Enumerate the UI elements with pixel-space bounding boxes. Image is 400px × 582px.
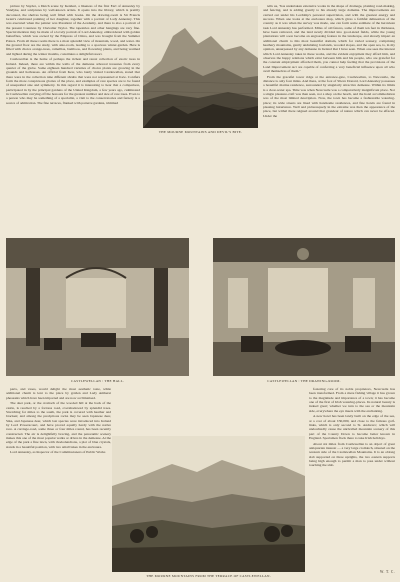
caption-plate-3: CASTLEWELLAN : THE DRAWING-ROOM.: [267, 379, 341, 383]
paragraph: Lord Annesley, as Inspector of the Commissioners of Public Works: [10, 450, 106, 455]
illustration-hall: [6, 238, 189, 376]
paragraph: fostering care of its noble proprietors, Newcastle has been transformed. From a mere fishing village it has grown to the magnitude and importance of a town; it has become one of the first of Irish watering-places. Its natural beauty is indeed great; whether we turn to the sea or the mountain side, everywhere the eye meets with the enchanting.: [309, 387, 395, 413]
text-column-bottom-left: [6, 387, 111, 578]
drawing-room-engraving: [213, 238, 395, 376]
terrace-view-engraving: [112, 436, 305, 572]
mountain-engraving: [143, 6, 258, 128]
author-signature: W. T. C.: [379, 570, 395, 574]
paragraph: From the graceful tower ridge at the entrance-gate, Castlewellan, to Newcastle, the distance is only four miles. And there, at the foot of Slieve Donard, Lord Annesley possesses a beautiful marine residence, surrounded by singularly attractive demesne. Within its limits is a clear-water spa. Time was when Newcastle was a comparatively insignificant place. Not a single pleasure-craft was then seen, not a shop on the beach, and the hotel accommodation was of the most limited description. Now, the town has become a fashionable watering-place; its wide streets are lined with handsome residences, and fine hotels are found in pleasing luxuriance. Well and picturesquely in the extreme was then the appearance of the place, but withal there reigned around that grandeur of nature which can never be effaced. Under the: [263, 74, 395, 118]
text-column-top-left: [6, 4, 140, 234]
paragraph: About six miles from Castlewellan is an object of great antiquarian interest — a very large cromlech, situated on the western side of the Castlewellan Mountains. It is an oblong slab supported on three uprights, the two eastern supports being high enough to permit a man to pass under without touching the slab.: [309, 441, 395, 468]
hall-engraving: [6, 238, 189, 376]
caption-plate-4: THE MOURNE MOUNTAINS FROM THE TERRACE OF CASTLEWELLAN.: [146, 574, 271, 578]
paragraph: parts, and vases, would delight the most aesthetic taste, while additional charm is lent to the place by golden and Lady Amherst pheasants which have been imported and are now acclimatised.: [6, 387, 111, 400]
illustration-drawing-room: [213, 238, 395, 376]
paragraph: The deer park, or the cromach of the wooded hill at the back of the castle, is reached by a fortress road, overshadowed by splendid trees. Stretching for miles to the south, the park is covered with heather and bracken; and among the precipitous rocks may be seen Japanese deer, Sika, and Japanese deer, which last species were introduced into Ireland by Lord Powerscourt, and have proved equally hardy with the native race. A carriage-road, some three or four miles round, has been recently constructed. The air is delightfully bracing, and the panoramic scenery makes this one of the most popular walks or drives in the demesne. At the edge of the park a fine lawn, with rhododendrons, a plot of blue crystals, stands in a beautiful position, with two small lakes in the enclosure.: [6, 401, 111, 449]
paragraph: Castlewellan is the home of perhaps the richest and rarest collection of exotic trees in Ireland. Indeed, there are within the walls of the demesne arboreal treasures from every quarter of the globe. Some eighteen hundred varieties of choice plants are growing in the grounds and hothouses. An official from Kew, who lately visited Castlewellan, stated that there were in the collection nine different shrubs that were not represented at Kew. Conifers form the more conspicuous glories of the place, and examples of rare species are to be found of unequalled size and symmetry. In this regard it is interesting to hear that a comparison, participated in by the principal gardens of the United Kingdom, a few years ago, culminated in Castlewellan carrying off the honours for the greatest number and size of rare trees. Even to a person who may be something of a specialist, a visit to the conservatories and fernery is a source of admiration. The fine terraces, flanked with parterre gardens, trimmed: [6, 57, 140, 105]
paragraph: picture by Snyder, a Dutch scene by Kenhart, a likeness of the first Earl of Annesley by Vandyke, and sculptures by well-known artists. It opens into the library, which is prettily decorated, the shelves being well filled with books. On the drawing-room is Sir Francis Grant's celebrated painting of her daughter, together with a portrait of Lady Annesley. This was executed when the painter was President of the Academy, and there is also a portrait of the present Countess by Chevalier Taylor. The tapestries and other hangings are very fine. Special mention may be made of a lovely portrait of Lord Annesley, embroidered with golden butterflies, which was owned by the Empress of China, and was brought from the Summer Palace. From all these rooms there is a most splendid view of mountain, wood, and water. On the ground floor are the study, with ante-room, leading to a spacious winter-garden. Here is filled with choice orange-trees, camellias, bamboos, and flowering plants, and being warmed and lighted during the winter months, constitutes a delightful resort.: [6, 4, 140, 56]
paragraph: A new hotel has been lately built on the edge of the sea, at a cost of about £30,000, and close to the famous golf-links, which is only second to St. Andrews', which will undoubtedly cause the unrivalled mountain scenery of this part of the County Down to become better known in England. Sportsmen flock there to take Irish holidays.: [309, 414, 395, 440]
paragraph: tells us, "has undertaken extensive works in the shape of drainage, planting road-making, and fencing, and is adding greatly to his already large domains. The improvements are carried out under his Lordship's personal supervision, and with the greatest energy and success. When one looks at the enclosure map, which gives a faithful delineation of the country as it was when the survey was made, one can form some estimate of the herculean task Lord Annesley has performed. Miles of old fences, some of them ten feet in thickness, have been removed, and the land newly divided into good-sized fields, while the young plantations will soon become an engrossing feature in the landscape, and already impart an additional charm to this most beautiful domain, which for varied scenery, comprising heathery mountains, gently undulating lowlands, wooded slopes, and the open sea, is, in my opinion, unsurpassed by any demesne in Ireland that I have seen. When one sees the interest which Lord Annesley takes in these works, and the evident enjoyment they afford him, and observes the happy relations which exist between him and his people, who are grateful for the constant employment afforded them, you cannot help feeling that the provisions of the Land Improvement Act are capable of conferring a very beneficial influence upon all who avail themselves of them.": [263, 4, 395, 74]
caption-plate-1: THE MOURNE MOUNTAINS AND DEVIL'S BITE.: [158, 130, 243, 134]
illustration-mourne-mountains: [143, 6, 258, 128]
caption-plate-2: CASTLEWELLAN : THE HALL.: [70, 379, 125, 383]
text-column-bottom-right: [309, 387, 395, 567]
illustration-mountains-from-terrace: [112, 436, 305, 572]
text-column-top-right: [263, 4, 395, 234]
